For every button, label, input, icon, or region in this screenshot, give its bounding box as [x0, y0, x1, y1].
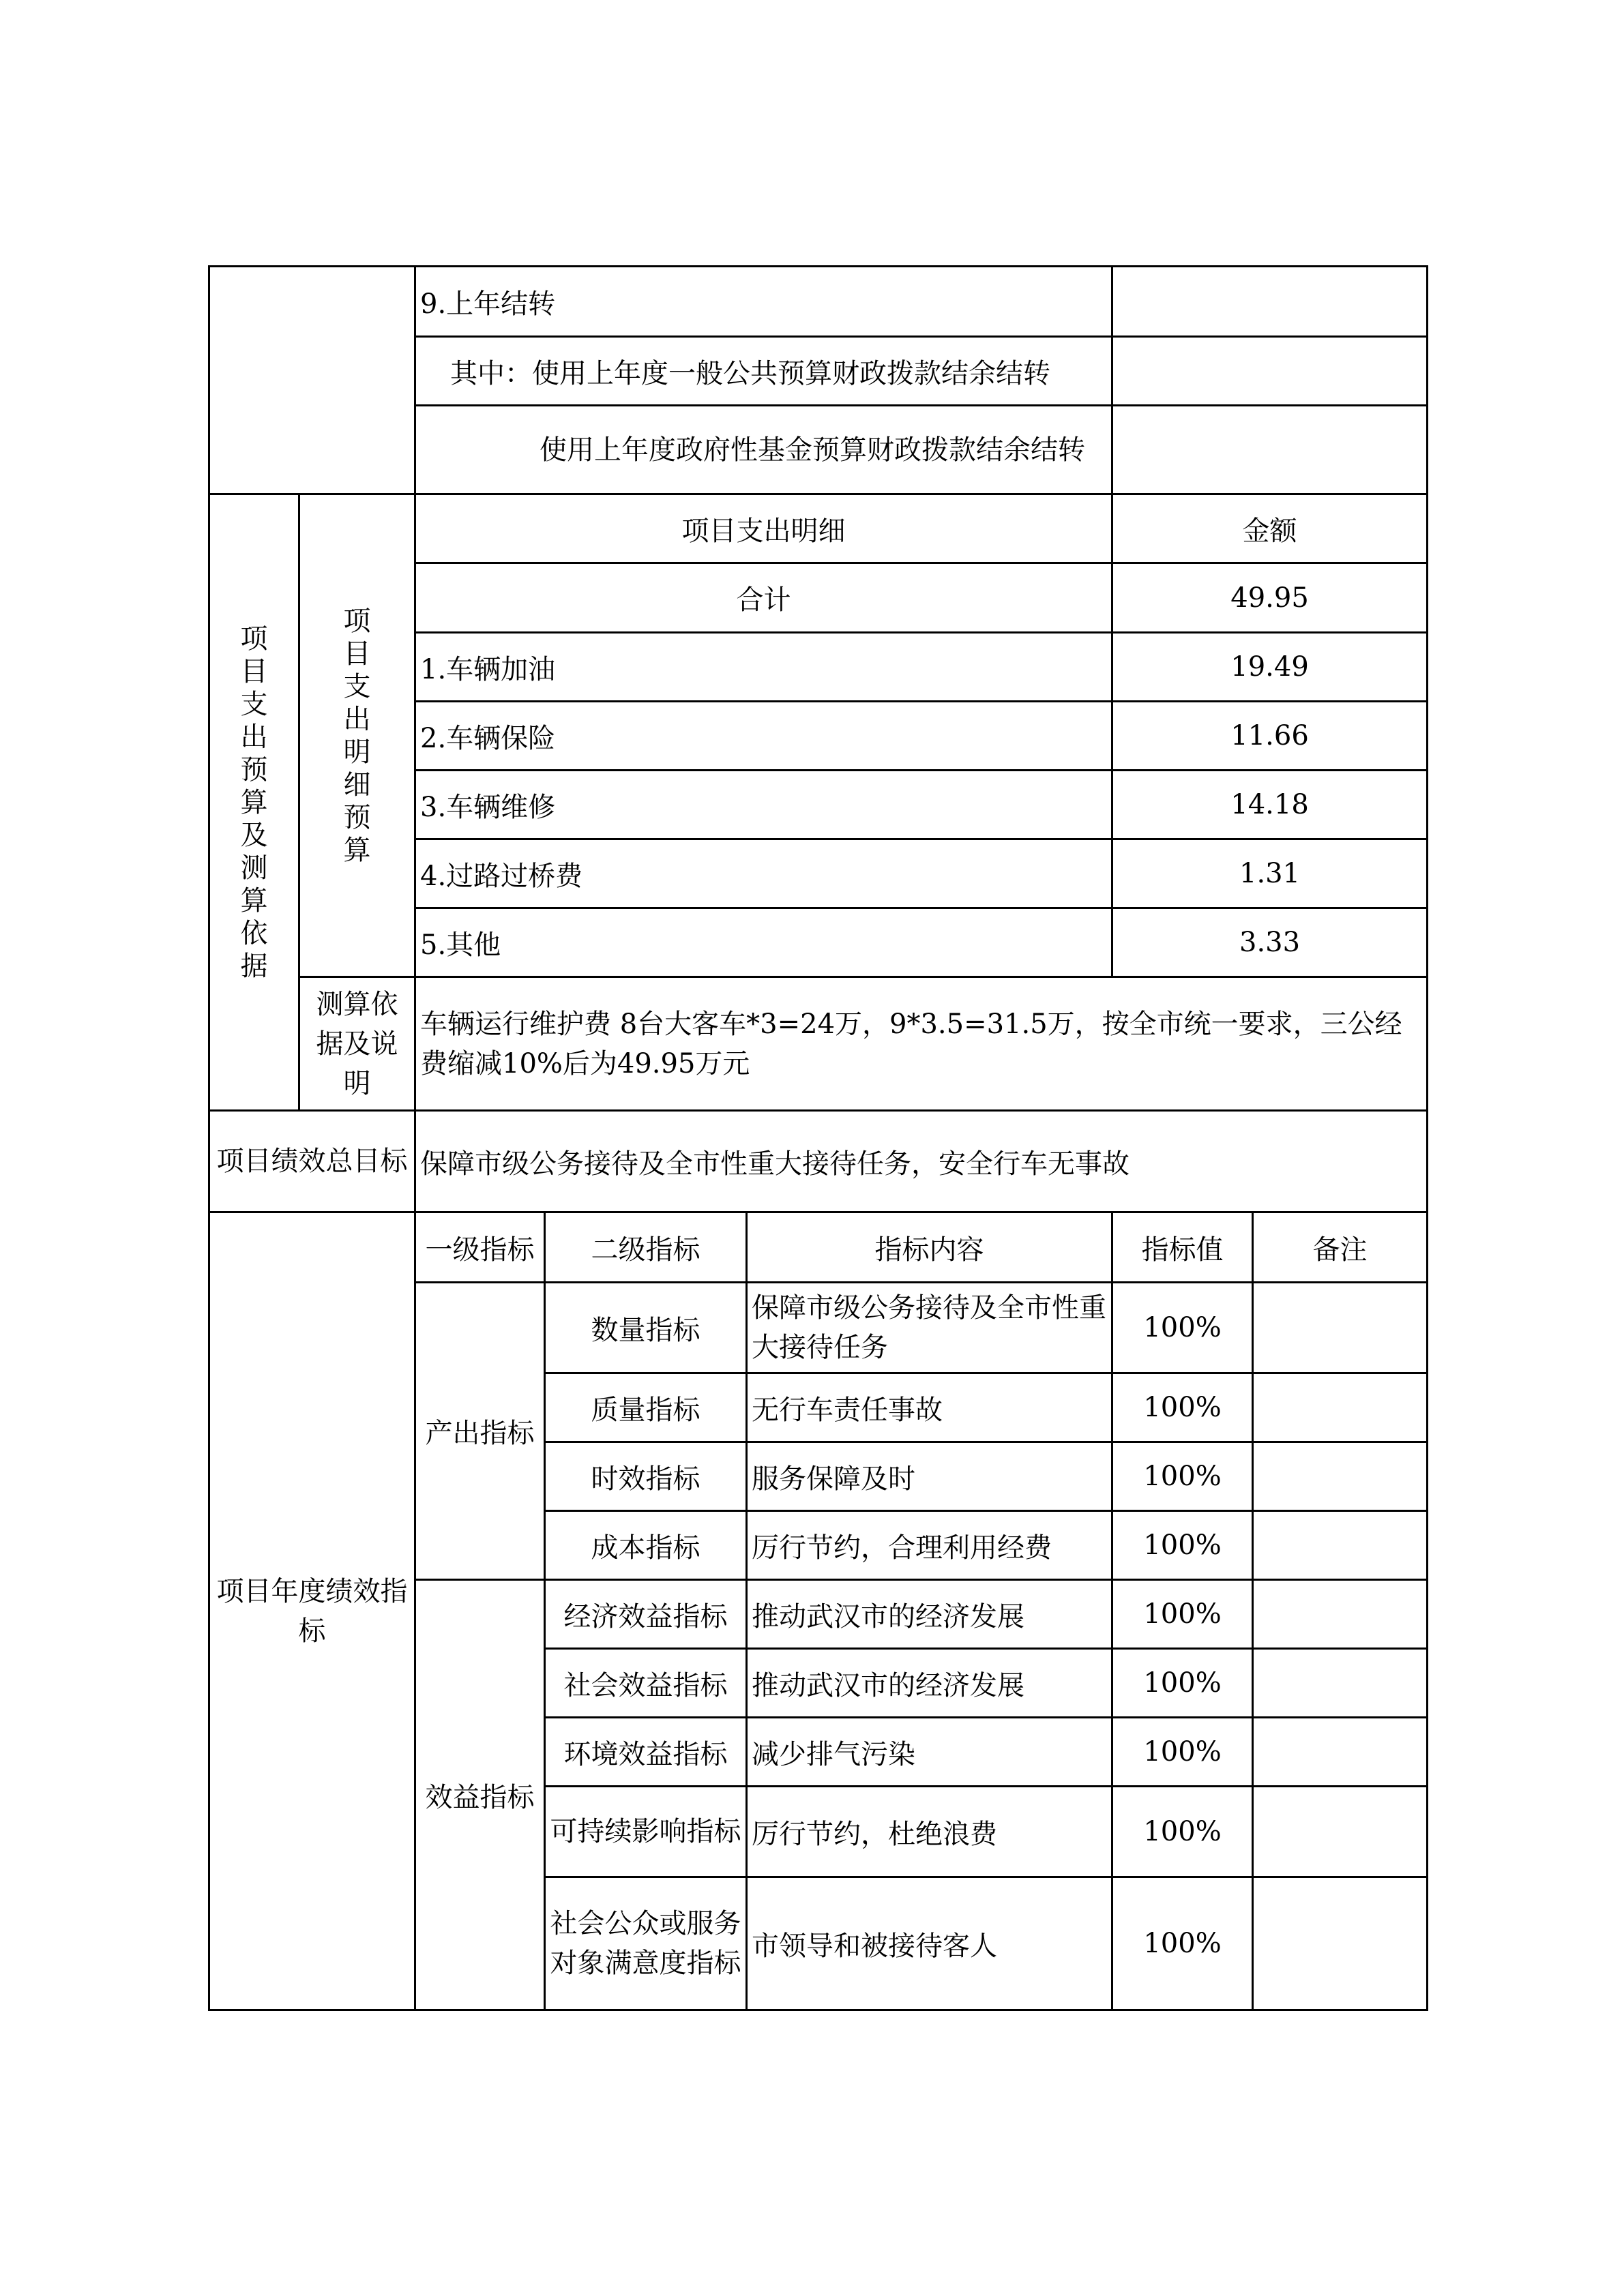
col-amount-header: 金额	[1112, 494, 1428, 563]
budget-item-amount: 1.31	[1112, 839, 1428, 908]
indicator-note	[1253, 1649, 1428, 1718]
indicator-value: 100%	[1112, 1580, 1253, 1649]
goal-label: 项目绩效总目标	[209, 1111, 415, 1212]
indicator-note	[1253, 1283, 1428, 1373]
header-level1: 一级指标	[415, 1212, 545, 1283]
output-label: 产出指标	[415, 1283, 545, 1580]
budget-item-name: 5.其他	[415, 908, 1112, 977]
indicator-note	[1253, 1718, 1428, 1787]
carryover-sub2-text: 使用上年度政府性基金预算财政拨款结余结转	[540, 434, 1085, 466]
indicator-content: 保障市级公务接待及全市性重大接待任务	[747, 1283, 1112, 1373]
indicator-value: 100%	[1112, 1442, 1253, 1511]
carryover-sub1: 其中：使用上年度一般公共预算财政拨款结余结转	[415, 337, 1112, 406]
indicators-section-label: 项目年度绩效指标	[209, 1212, 415, 2010]
indicator-content: 服务保障及时	[747, 1442, 1112, 1511]
col-detail-header: 项目支出明细	[415, 494, 1112, 563]
budget-item-amount: 19.49	[1112, 633, 1428, 702]
indicator-content: 市领导和被接待客人	[747, 1877, 1112, 2010]
indicator-level2: 经济效益指标	[545, 1580, 747, 1649]
budget-item-amount: 3.33	[1112, 908, 1428, 977]
carryover-amount	[1112, 267, 1428, 337]
budget-section-label	[209, 494, 299, 1111]
budget-section-text: 项目支出预算及测算依据	[240, 623, 268, 982]
header-content: 指标内容	[747, 1212, 1112, 1283]
indicator-level2: 数量指标	[545, 1283, 747, 1373]
indicator-content: 厉行节约，合理利用经费	[747, 1511, 1112, 1580]
budget-header-row	[209, 494, 1428, 563]
indicator-value: 100%	[1112, 1373, 1253, 1442]
goal-text: 保障市级公务接待及全市性重大接待任务，安全行车无事故	[415, 1111, 1428, 1212]
indicator-content: 无行车责任事故	[747, 1373, 1112, 1442]
indicator-level2: 质量指标	[545, 1373, 747, 1442]
indicator-content: 推动武汉市的经济发展	[747, 1580, 1112, 1649]
detail-label	[299, 494, 415, 977]
header-level2: 二级指标	[545, 1212, 747, 1283]
header-value: 指标值	[1112, 1212, 1253, 1283]
indicator-content: 减少排气污染	[747, 1718, 1112, 1787]
indicator-value: 100%	[1112, 1283, 1253, 1373]
carryover-item: 9.上年结转	[415, 267, 1112, 337]
indicator-note	[1253, 1373, 1428, 1442]
indicator-value: 100%	[1112, 1718, 1253, 1787]
indicator-value: 100%	[1112, 1877, 1253, 2010]
indicator-note	[1253, 1787, 1428, 1877]
budget-item-name: 3.车辆维修	[415, 771, 1112, 839]
indicator-header-row	[209, 1212, 1428, 1283]
indicator-note	[1253, 1442, 1428, 1511]
indicator-level2: 社会效益指标	[545, 1649, 747, 1718]
total-label: 合计	[415, 563, 1112, 633]
budget-item-amount: 14.18	[1112, 771, 1428, 839]
indicator-value: 100%	[1112, 1511, 1253, 1580]
indicator-value: 100%	[1112, 1787, 1253, 1877]
carryover-row	[209, 267, 1428, 337]
indicator-level2: 可持续影响指标	[545, 1787, 747, 1877]
indicator-note	[1253, 1877, 1428, 2010]
total-value: 49.95	[1112, 563, 1428, 633]
budget-item-amount: 11.66	[1112, 702, 1428, 771]
basis-text: 车辆运行维护费 8台大客车*3=24万，9*3.5=31.5万，按全市统一要求，三公经费缩减10%后为49.95万元	[415, 977, 1428, 1111]
indicator-level2: 成本指标	[545, 1511, 747, 1580]
carryover-sub2-amount	[1112, 406, 1428, 494]
indicator-value: 100%	[1112, 1649, 1253, 1718]
benefit-label: 效益指标	[415, 1580, 545, 2010]
basis-label: 测算依据及说明	[299, 977, 415, 1111]
indicator-note	[1253, 1511, 1428, 1580]
carryover-sub1-amount	[1112, 337, 1428, 406]
indicator-level2: 社会公众或服务对象满意度指标	[545, 1877, 747, 2010]
basis-row	[209, 977, 1428, 1111]
carryover-sub2	[415, 406, 1112, 494]
indicator-note	[1253, 1580, 1428, 1649]
budget-item-name: 4.过路过桥费	[415, 839, 1112, 908]
indicator-level2: 时效指标	[545, 1442, 747, 1511]
indicator-level2: 环境效益指标	[545, 1718, 747, 1787]
carryover-label-cell	[209, 267, 415, 494]
indicator-content: 推动武汉市的经济发展	[747, 1649, 1112, 1718]
budget-item-name: 2.车辆保险	[415, 702, 1112, 771]
budget-item-name: 1.车辆加油	[415, 633, 1112, 702]
header-note: 备注	[1253, 1212, 1428, 1283]
detail-label-text: 项目支出明细预算	[343, 605, 371, 866]
budget-table	[208, 265, 1428, 2011]
indicator-content: 厉行节约，杜绝浪费	[747, 1787, 1112, 1877]
goal-row	[209, 1111, 1428, 1212]
